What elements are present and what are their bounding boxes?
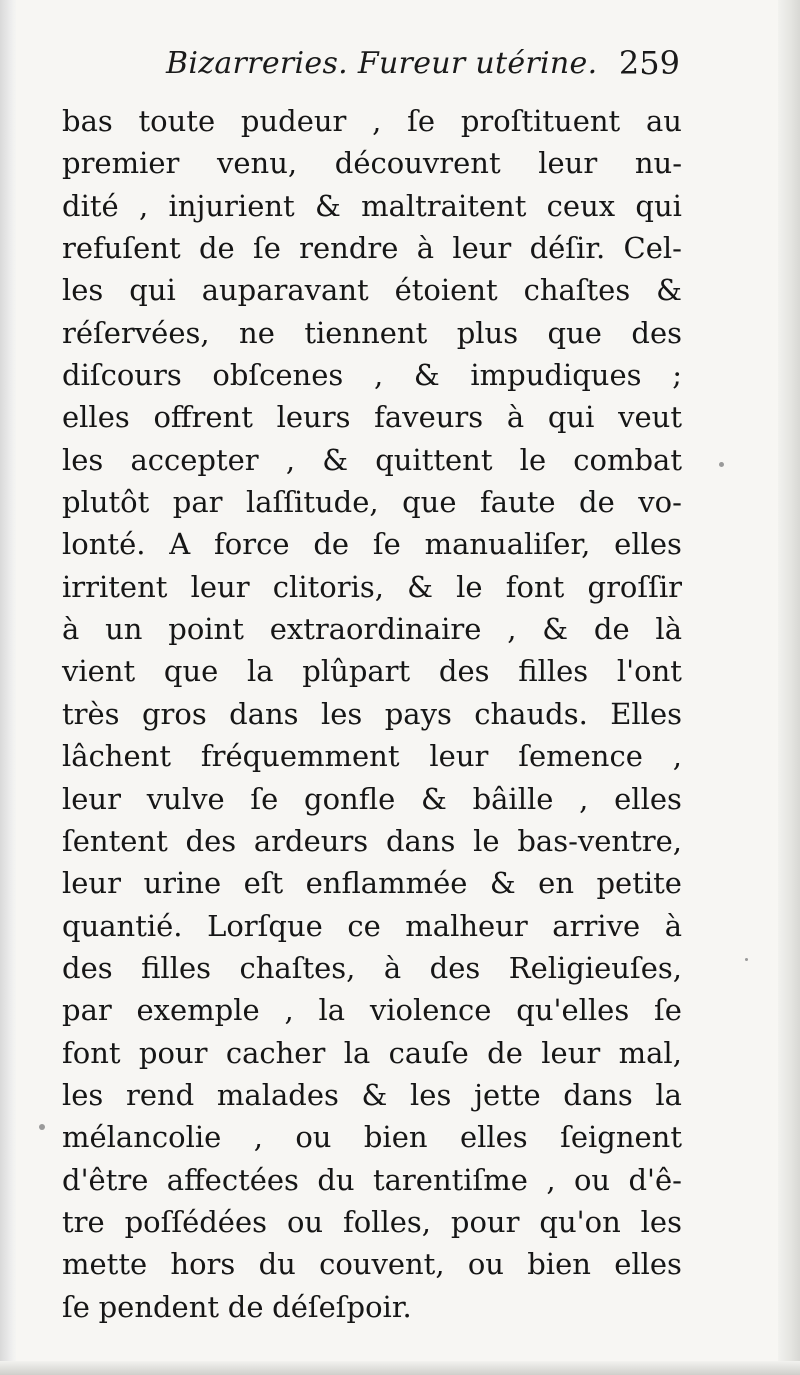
word: leur (62, 781, 121, 816)
word: gros (141, 696, 207, 731)
word: que (547, 315, 602, 350)
word: la (318, 993, 346, 1028)
word: des (185, 823, 237, 858)
text-line (62, 269, 682, 311)
word: point (168, 612, 244, 647)
word: proſtituent (460, 104, 621, 138)
word: ou (286, 1204, 324, 1239)
word: , (546, 1162, 556, 1197)
word: nu- (634, 146, 682, 181)
word: affectées (166, 1162, 299, 1197)
word: très (62, 696, 120, 731)
word: premier (62, 146, 180, 181)
word: réſervées, (62, 315, 210, 350)
word: pendent (98, 1289, 220, 1324)
text-line (62, 185, 682, 227)
running-title: Bizarreries. Fureur utérine. (166, 46, 598, 81)
word: leur (538, 146, 598, 181)
word: déſeſpoir. (272, 1289, 412, 1324)
word: arrive (552, 908, 641, 943)
word: , (138, 188, 149, 223)
word: pays (384, 696, 452, 731)
word: bas (62, 104, 113, 138)
word: d'être (62, 1162, 149, 1197)
word: font (505, 569, 565, 604)
word: hors (170, 1247, 236, 1282)
word: maltraitent (361, 188, 527, 223)
word: en (538, 866, 575, 901)
word: , (672, 739, 682, 774)
word: extraordinaire (269, 612, 482, 647)
paper-speck (745, 958, 748, 961)
text-line (62, 100, 682, 142)
text-line (62, 439, 682, 481)
word: , (253, 1120, 263, 1155)
word: toute (138, 104, 216, 138)
word: les (320, 696, 363, 731)
word: les (62, 273, 104, 308)
text-line (62, 1032, 682, 1074)
word: mélancolie (62, 1120, 222, 1155)
word: ſeignent (560, 1120, 682, 1155)
word: , (285, 442, 296, 477)
word: Elles (610, 696, 682, 731)
text-line (62, 650, 682, 692)
word: quittent (375, 442, 493, 477)
word: laſſitude, (246, 485, 379, 520)
word: leur (62, 866, 121, 901)
word: ſe (407, 104, 436, 138)
word: la (343, 1035, 371, 1070)
word: les (640, 1204, 682, 1239)
word: veut (618, 400, 682, 435)
word: plus (456, 315, 519, 350)
word: tre (62, 1204, 105, 1239)
word: malheur (405, 908, 528, 943)
word: qui (129, 273, 176, 308)
word: rend (125, 1077, 195, 1112)
word: par (62, 993, 112, 1028)
word: des (438, 654, 490, 689)
word: découvrent (334, 146, 501, 181)
word: plutôt (62, 485, 150, 520)
word: le (519, 442, 547, 477)
word: & (421, 781, 447, 816)
word: les (62, 442, 104, 477)
text-line (62, 1286, 682, 1328)
word: mette (62, 1247, 148, 1282)
word: à (664, 908, 682, 943)
word: faute (480, 485, 556, 520)
page-gutter-shadow (0, 0, 16, 1375)
word: de (198, 231, 235, 266)
word: obſcenes (212, 358, 344, 393)
word: auparavant (201, 273, 369, 308)
word: leur (190, 569, 250, 604)
text-line (62, 566, 682, 608)
word: ſe (250, 781, 279, 816)
text-line (62, 1159, 682, 1201)
word: diſcours (62, 358, 182, 393)
text-line (62, 481, 682, 523)
word: tarentiſme (372, 1162, 528, 1197)
word: à (506, 400, 525, 435)
word: ſe (372, 527, 401, 562)
word: ou (295, 1120, 332, 1155)
word: déſir. (529, 231, 606, 266)
word: injurient (168, 188, 295, 223)
word: bien (363, 1120, 428, 1155)
word: & (407, 569, 433, 604)
word: un (105, 612, 143, 647)
word: du (258, 1247, 296, 1282)
word: force (214, 527, 290, 562)
word: , (579, 781, 589, 816)
word: filles (141, 950, 212, 985)
word: par (172, 485, 223, 520)
text-line (62, 396, 682, 438)
text-line (62, 1201, 682, 1243)
text-line (62, 608, 682, 650)
text-line (62, 1074, 682, 1116)
word: lonté. (62, 527, 146, 562)
word: dans (385, 823, 456, 858)
word: au (645, 104, 682, 138)
word: urine (143, 866, 222, 901)
word: des (62, 950, 113, 985)
word: étoient (394, 273, 498, 308)
word: vulve (146, 781, 225, 816)
word: dans (563, 1077, 633, 1112)
word: poſſédées (124, 1204, 268, 1239)
text-line (62, 354, 682, 396)
word: & (314, 188, 341, 223)
word: vient (62, 654, 136, 689)
word: qui (635, 188, 682, 223)
word: les (410, 1077, 452, 1112)
word: ſentent (62, 823, 168, 858)
word: qui (547, 400, 595, 435)
page-edge-right (778, 0, 800, 1375)
word: ardeurs (253, 823, 369, 858)
word: & (489, 866, 516, 901)
word: ſe (252, 231, 281, 266)
text-line (62, 905, 682, 947)
word: impudiques (470, 358, 642, 393)
word: fréquemment (200, 739, 400, 774)
word: cauſe (388, 1035, 469, 1070)
text-line (62, 778, 682, 820)
word: de (227, 1289, 264, 1324)
word: le (456, 569, 483, 604)
word: manualiſer, (424, 527, 591, 562)
word: chaſtes (523, 273, 631, 308)
word: violence (369, 993, 492, 1028)
word: elles (62, 400, 130, 435)
word: petite (596, 866, 682, 901)
word: des (429, 950, 481, 985)
text-line (62, 1243, 682, 1285)
word: pour (450, 1204, 520, 1239)
word: leur (452, 231, 512, 266)
word: tiennent (304, 315, 428, 350)
text-line (62, 523, 682, 565)
word: , (284, 993, 294, 1028)
word: lâchent (62, 739, 171, 774)
word: elles (614, 781, 682, 816)
word: de (579, 485, 615, 520)
word: & (656, 273, 682, 308)
word: chaſtes, (239, 950, 356, 985)
word: filles (518, 654, 589, 689)
word: à (62, 612, 80, 647)
word: mal, (618, 1035, 682, 1070)
word: bien (527, 1247, 591, 1282)
text-line (62, 312, 682, 354)
word: leur (429, 739, 489, 774)
word: ceux (546, 188, 616, 223)
word: ſe (62, 1289, 90, 1324)
word: à (416, 231, 435, 266)
word: offrent (153, 400, 253, 435)
paper-speck (719, 462, 724, 467)
word: & (322, 442, 349, 477)
word: l'ont (616, 654, 682, 689)
word: groſſir (587, 569, 682, 604)
text-line (62, 862, 682, 904)
word: ; (672, 358, 682, 393)
word: & (413, 358, 440, 393)
word: elles (614, 1247, 682, 1282)
word: la (247, 654, 274, 689)
word: la (655, 1077, 682, 1112)
word: font (62, 1035, 121, 1070)
word: leur (541, 1035, 601, 1070)
word: dité (62, 188, 119, 223)
word: ou (467, 1247, 504, 1282)
word: elles (459, 1120, 528, 1155)
text-line (62, 947, 682, 989)
word: vo- (638, 485, 682, 520)
page-number: 259 (618, 44, 680, 82)
word: clitoris, (272, 569, 384, 604)
word: plûpart (302, 654, 411, 689)
word: refuſent (62, 231, 181, 266)
word: des (631, 315, 682, 350)
word: du (317, 1162, 355, 1197)
word: les (62, 1077, 104, 1112)
word: de (487, 1035, 523, 1070)
text-line (62, 820, 682, 862)
word: le (473, 823, 500, 858)
word: , (507, 612, 517, 647)
text-line (62, 735, 682, 777)
word: de (593, 612, 630, 647)
word: quantié. (62, 908, 183, 943)
word: combat (573, 442, 682, 477)
word: qu'elles (516, 993, 630, 1028)
text-line (62, 227, 682, 269)
body-text (62, 100, 682, 1328)
word: irritent (62, 569, 168, 604)
word: qu'on (539, 1204, 621, 1239)
word: dans (229, 696, 299, 731)
word: Cel- (623, 231, 682, 266)
word: que (163, 654, 219, 689)
word: , (372, 104, 382, 138)
word: à (383, 950, 402, 985)
word: A (169, 527, 191, 562)
word: bâille (472, 781, 554, 816)
word: ſemence (518, 739, 643, 774)
word: jette (474, 1077, 541, 1112)
word: d'ê- (628, 1162, 682, 1197)
text-line (62, 989, 682, 1031)
word: elles (614, 527, 682, 562)
word: Lorſque (207, 908, 323, 943)
word: là (655, 612, 682, 647)
text-line (62, 142, 682, 184)
word: eſt (243, 866, 284, 901)
word: rendre (299, 231, 399, 266)
word: ſe (654, 993, 682, 1028)
word: chauds. (474, 696, 588, 731)
word: couvent, (319, 1247, 445, 1282)
word: de (313, 527, 350, 562)
word: enflammée (305, 866, 468, 901)
word: bas-ventre, (517, 823, 682, 858)
word: faveurs (374, 400, 484, 435)
running-head (60, 44, 680, 94)
word: venu, (217, 146, 298, 181)
word: & (542, 612, 569, 647)
paper-speck (39, 1124, 45, 1130)
word: , (373, 358, 384, 393)
word: malades (216, 1077, 339, 1112)
word: folles, (342, 1204, 431, 1239)
word: que (402, 485, 457, 520)
word: pudeur (240, 104, 347, 138)
page-edge-bottom (0, 1361, 800, 1375)
word: exemple (136, 993, 260, 1028)
word: accepter (130, 442, 259, 477)
word: pour (138, 1035, 208, 1070)
text-line (62, 1116, 682, 1158)
word: ne (239, 315, 275, 350)
word: gonfle (304, 781, 396, 816)
word: leurs (276, 400, 351, 435)
word: Religieuſes, (508, 950, 682, 985)
word: cacher (225, 1035, 326, 1070)
word: & (361, 1077, 388, 1112)
text-line (62, 693, 682, 735)
word: ou (573, 1162, 611, 1197)
word: ce (347, 908, 381, 943)
